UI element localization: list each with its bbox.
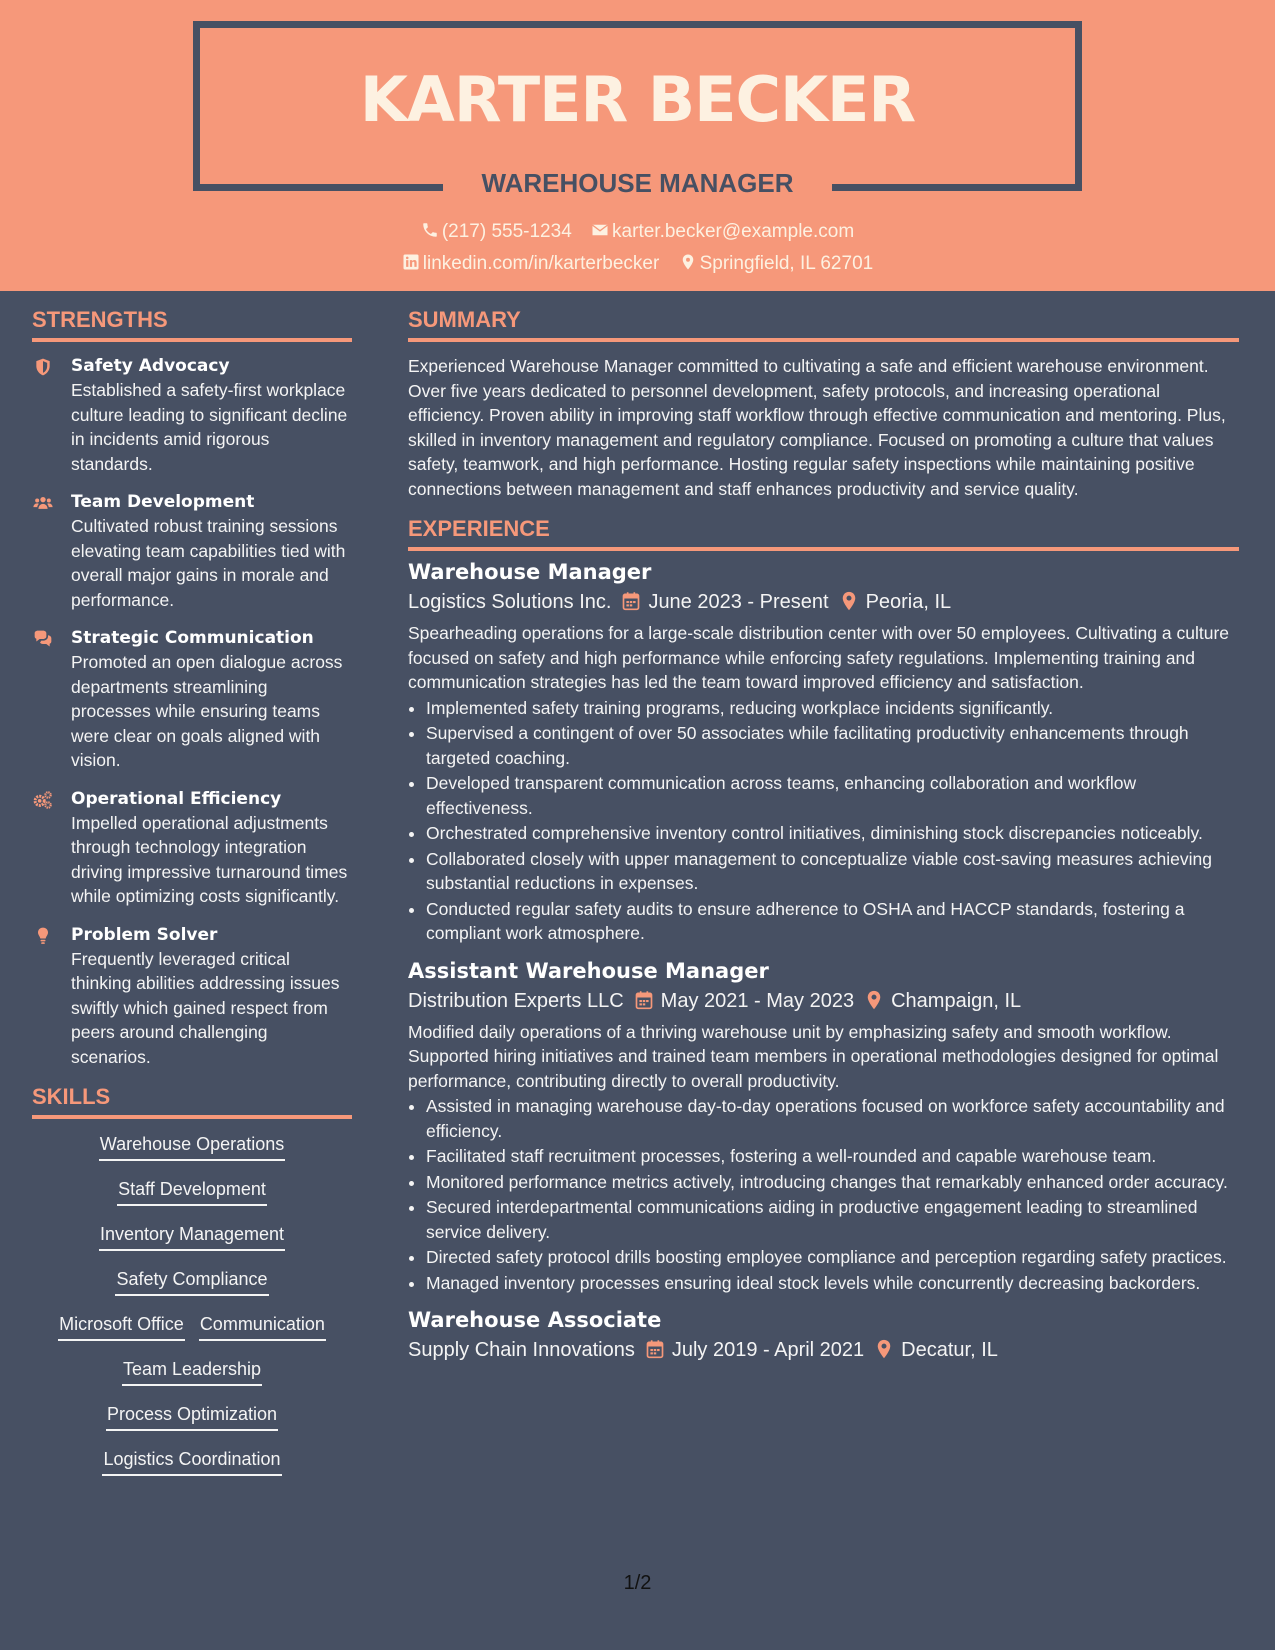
skill-tag: Inventory Management xyxy=(99,1221,285,1251)
candidate-title: WAREHOUSE MANAGER xyxy=(481,168,794,198)
job-entry xyxy=(408,956,1239,1296)
strength-description: Promoted an open dialogue across departments streamlining processes while ensuring teams were clear on goals aligned with vision. xyxy=(71,652,343,770)
job-role: Warehouse Associate xyxy=(408,1308,662,1332)
job-company: Supply Chain Innovations xyxy=(408,1339,635,1361)
frame-divider xyxy=(832,184,1082,191)
job-location: Peoria, IL xyxy=(865,591,952,613)
strength-item xyxy=(32,490,352,612)
job-company: Logistics Solutions Inc. xyxy=(408,591,612,613)
strength-description: Impelled operational adjustments through technology integration driving impressive turnaround times while optimizing costs significantly. xyxy=(71,812,348,906)
phone-text: (217) 555-1234 xyxy=(441,221,572,242)
skill-tag: Safety Compliance xyxy=(115,1266,268,1296)
job-role: Assistant Warehouse Manager xyxy=(408,958,769,983)
bullet-item: • Secured interdepartmental communications aiding in productive engagement leading to streamlined service delivery. xyxy=(426,1195,1239,1244)
skills-heading: SKILLS xyxy=(32,1083,352,1119)
strength-item xyxy=(32,787,352,909)
contact-email[interactable] xyxy=(591,220,854,244)
job-description: Spearheading operations for a large-scale distribution center with over 50 employees. Cultivating a culture focused on safety and high performance while enforcing safety regulations. Implementing training and communication strategies has led the team toward improved efficiency and satisfaction. xyxy=(408,623,1230,692)
bullet-item: • Implemented safety training programs, reducing workplace incidents significantly. xyxy=(426,696,1239,721)
lightbulb-icon xyxy=(32,926,54,946)
map-marker-icon xyxy=(839,591,859,611)
shield-icon xyxy=(32,357,54,377)
job-dates: July 2019 - April 2021 xyxy=(671,1339,865,1361)
skill-tag: Team Leadership xyxy=(122,1356,262,1386)
skill-tag: Process Optimization xyxy=(106,1401,278,1431)
envelope-icon xyxy=(591,221,609,239)
job-location: Decatur, IL xyxy=(901,1339,998,1361)
job-meta xyxy=(408,1335,1239,1365)
header-banner xyxy=(0,0,1275,291)
strength-title: Team Development xyxy=(71,492,255,512)
frame-divider xyxy=(193,184,443,191)
strength-title: Strategic Communication xyxy=(71,628,314,648)
strength-title: Safety Advocacy xyxy=(71,356,230,376)
job-entry xyxy=(408,557,1239,946)
experience-heading: EXPERIENCE xyxy=(408,515,1239,551)
linkedin-text: linkedin.com/in/karterbecker xyxy=(422,253,660,274)
comments-icon xyxy=(32,629,54,649)
skill-tag: Warehouse Operations xyxy=(99,1131,285,1161)
summary-heading: SUMMARY xyxy=(408,306,1239,342)
bullet-item: • Conducted regular safety audits to ensure adherence to OSHA and HACCP standards, fostering a compliant work atmosphere. xyxy=(426,897,1239,946)
contact-row xyxy=(0,220,1275,244)
job-entry xyxy=(408,1305,1239,1365)
bullet-item: • Supervised a contingent of over 50 associates while facilitating productivity enhancements through targeted coaching. xyxy=(426,721,1239,770)
contact-row xyxy=(0,252,1275,276)
map-marker-icon xyxy=(864,990,884,1010)
cogs-icon xyxy=(32,790,54,810)
summary-text: Experienced Warehouse Manager committed to cultivating a safe and efficient warehouse environment. Over five years dedicated to personnel development, safety protocols, and increasing operational efficiency. Proven ability in improving staff workflow through effective communication and mentoring. Plus, skilled in inventory management and regulatory compliance. Focused on promoting a culture that values safety, teamwork, and high performance. Hosting regular safety inspections while maintaining positive connections between management and staff enhances productivity and service quality. xyxy=(408,356,1226,499)
strength-item xyxy=(32,354,352,476)
calendar-icon xyxy=(634,990,654,1010)
location-text: Springfield, IL 62701 xyxy=(699,253,874,274)
bullet-item: • Facilitated staff recruitment processes, fostering a well-rounded and capable warehouse team. xyxy=(426,1144,1239,1169)
strength-item xyxy=(32,626,352,773)
skill-tag: Logistics Coordination xyxy=(102,1446,281,1476)
bullet-item: • Developed transparent communication across teams, enhancing collaboration and workflow effectiveness. xyxy=(426,771,1239,820)
job-bullets xyxy=(408,696,1239,946)
strength-description: Cultivated robust training sessions elevating team capabilities tied with overall major gains in morale and performance. xyxy=(71,516,346,610)
strength-description: Established a safety-first workplace culture leading to significant decline in incidents amid rigorous standards. xyxy=(71,380,348,474)
candidate-name: KARTER BECKER xyxy=(359,63,916,136)
bullet-item: • Managed inventory processes ensuring ideal stock levels while concurrently decreasing backorders. xyxy=(426,1271,1239,1296)
strength-item xyxy=(32,923,352,1070)
contact-phone[interactable] xyxy=(421,220,572,244)
calendar-icon xyxy=(621,591,641,611)
users-icon xyxy=(32,493,54,513)
calendar-icon xyxy=(645,1339,665,1359)
bullet-item: • Monitored performance metrics actively, introducing changes that remarkably enhanced order accuracy. xyxy=(426,1170,1239,1195)
skill-tag: Microsoft Office xyxy=(58,1311,185,1341)
job-dates: June 2023 - Present xyxy=(648,591,829,613)
map-marker-icon xyxy=(874,1339,894,1359)
email-text: karter.becker@example.com xyxy=(612,221,855,242)
bullet-item: • Collaborated closely with upper management to conceptualize viable cost-saving measures achieving substantial reductions in expenses. xyxy=(426,847,1239,896)
right-column xyxy=(408,306,1239,1375)
job-company: Distribution Experts LLC xyxy=(408,989,624,1012)
job-dates: May 2021 - May 2023 xyxy=(660,989,855,1012)
strength-description: Frequently leveraged critical thinking abilities addressing issues swiftly which gained respect from peers around challenging scenarios. xyxy=(71,948,340,1067)
phone-icon xyxy=(421,221,439,239)
bullet-item: • Directed safety protocol drills boosting employee compliance and perception regarding safety practices. xyxy=(426,1245,1239,1270)
bullet-item: • Orchestrated comprehensive inventory control initiatives, diminishing stock discrepancies noticeably. xyxy=(426,821,1239,846)
job-meta xyxy=(408,986,1239,1016)
map-marker-icon xyxy=(679,253,697,271)
job-location: Champaign, IL xyxy=(891,989,1022,1012)
job-bullets xyxy=(408,1094,1239,1295)
contact-location xyxy=(679,252,874,276)
skill-tag: Communication xyxy=(199,1311,326,1341)
skills-list xyxy=(32,1131,352,1479)
job-description: Modified daily operations of a thriving warehouse unit by emphasizing safety and smooth workflow. Supported hiring initiatives and trained team members in operational methodologies designed for optimal performance, contributing directly to overall productivity. xyxy=(408,1021,1219,1091)
strength-title: Operational Efficiency xyxy=(71,788,282,809)
job-role: Warehouse Manager xyxy=(408,560,652,584)
left-column xyxy=(32,306,352,1491)
page-number: 1/2 xyxy=(623,1572,652,1594)
strengths-heading: STRENGTHS xyxy=(32,306,352,342)
job-meta xyxy=(408,587,1239,617)
linkedin-icon xyxy=(402,253,420,271)
bullet-item: • Assisted in managing warehouse day-to-day operations focused on workforce safety accountability and efficiency. xyxy=(426,1094,1239,1143)
skill-tag: Staff Development xyxy=(117,1176,267,1206)
strength-title: Problem Solver xyxy=(71,924,218,945)
contact-linkedin[interactable] xyxy=(402,252,660,276)
